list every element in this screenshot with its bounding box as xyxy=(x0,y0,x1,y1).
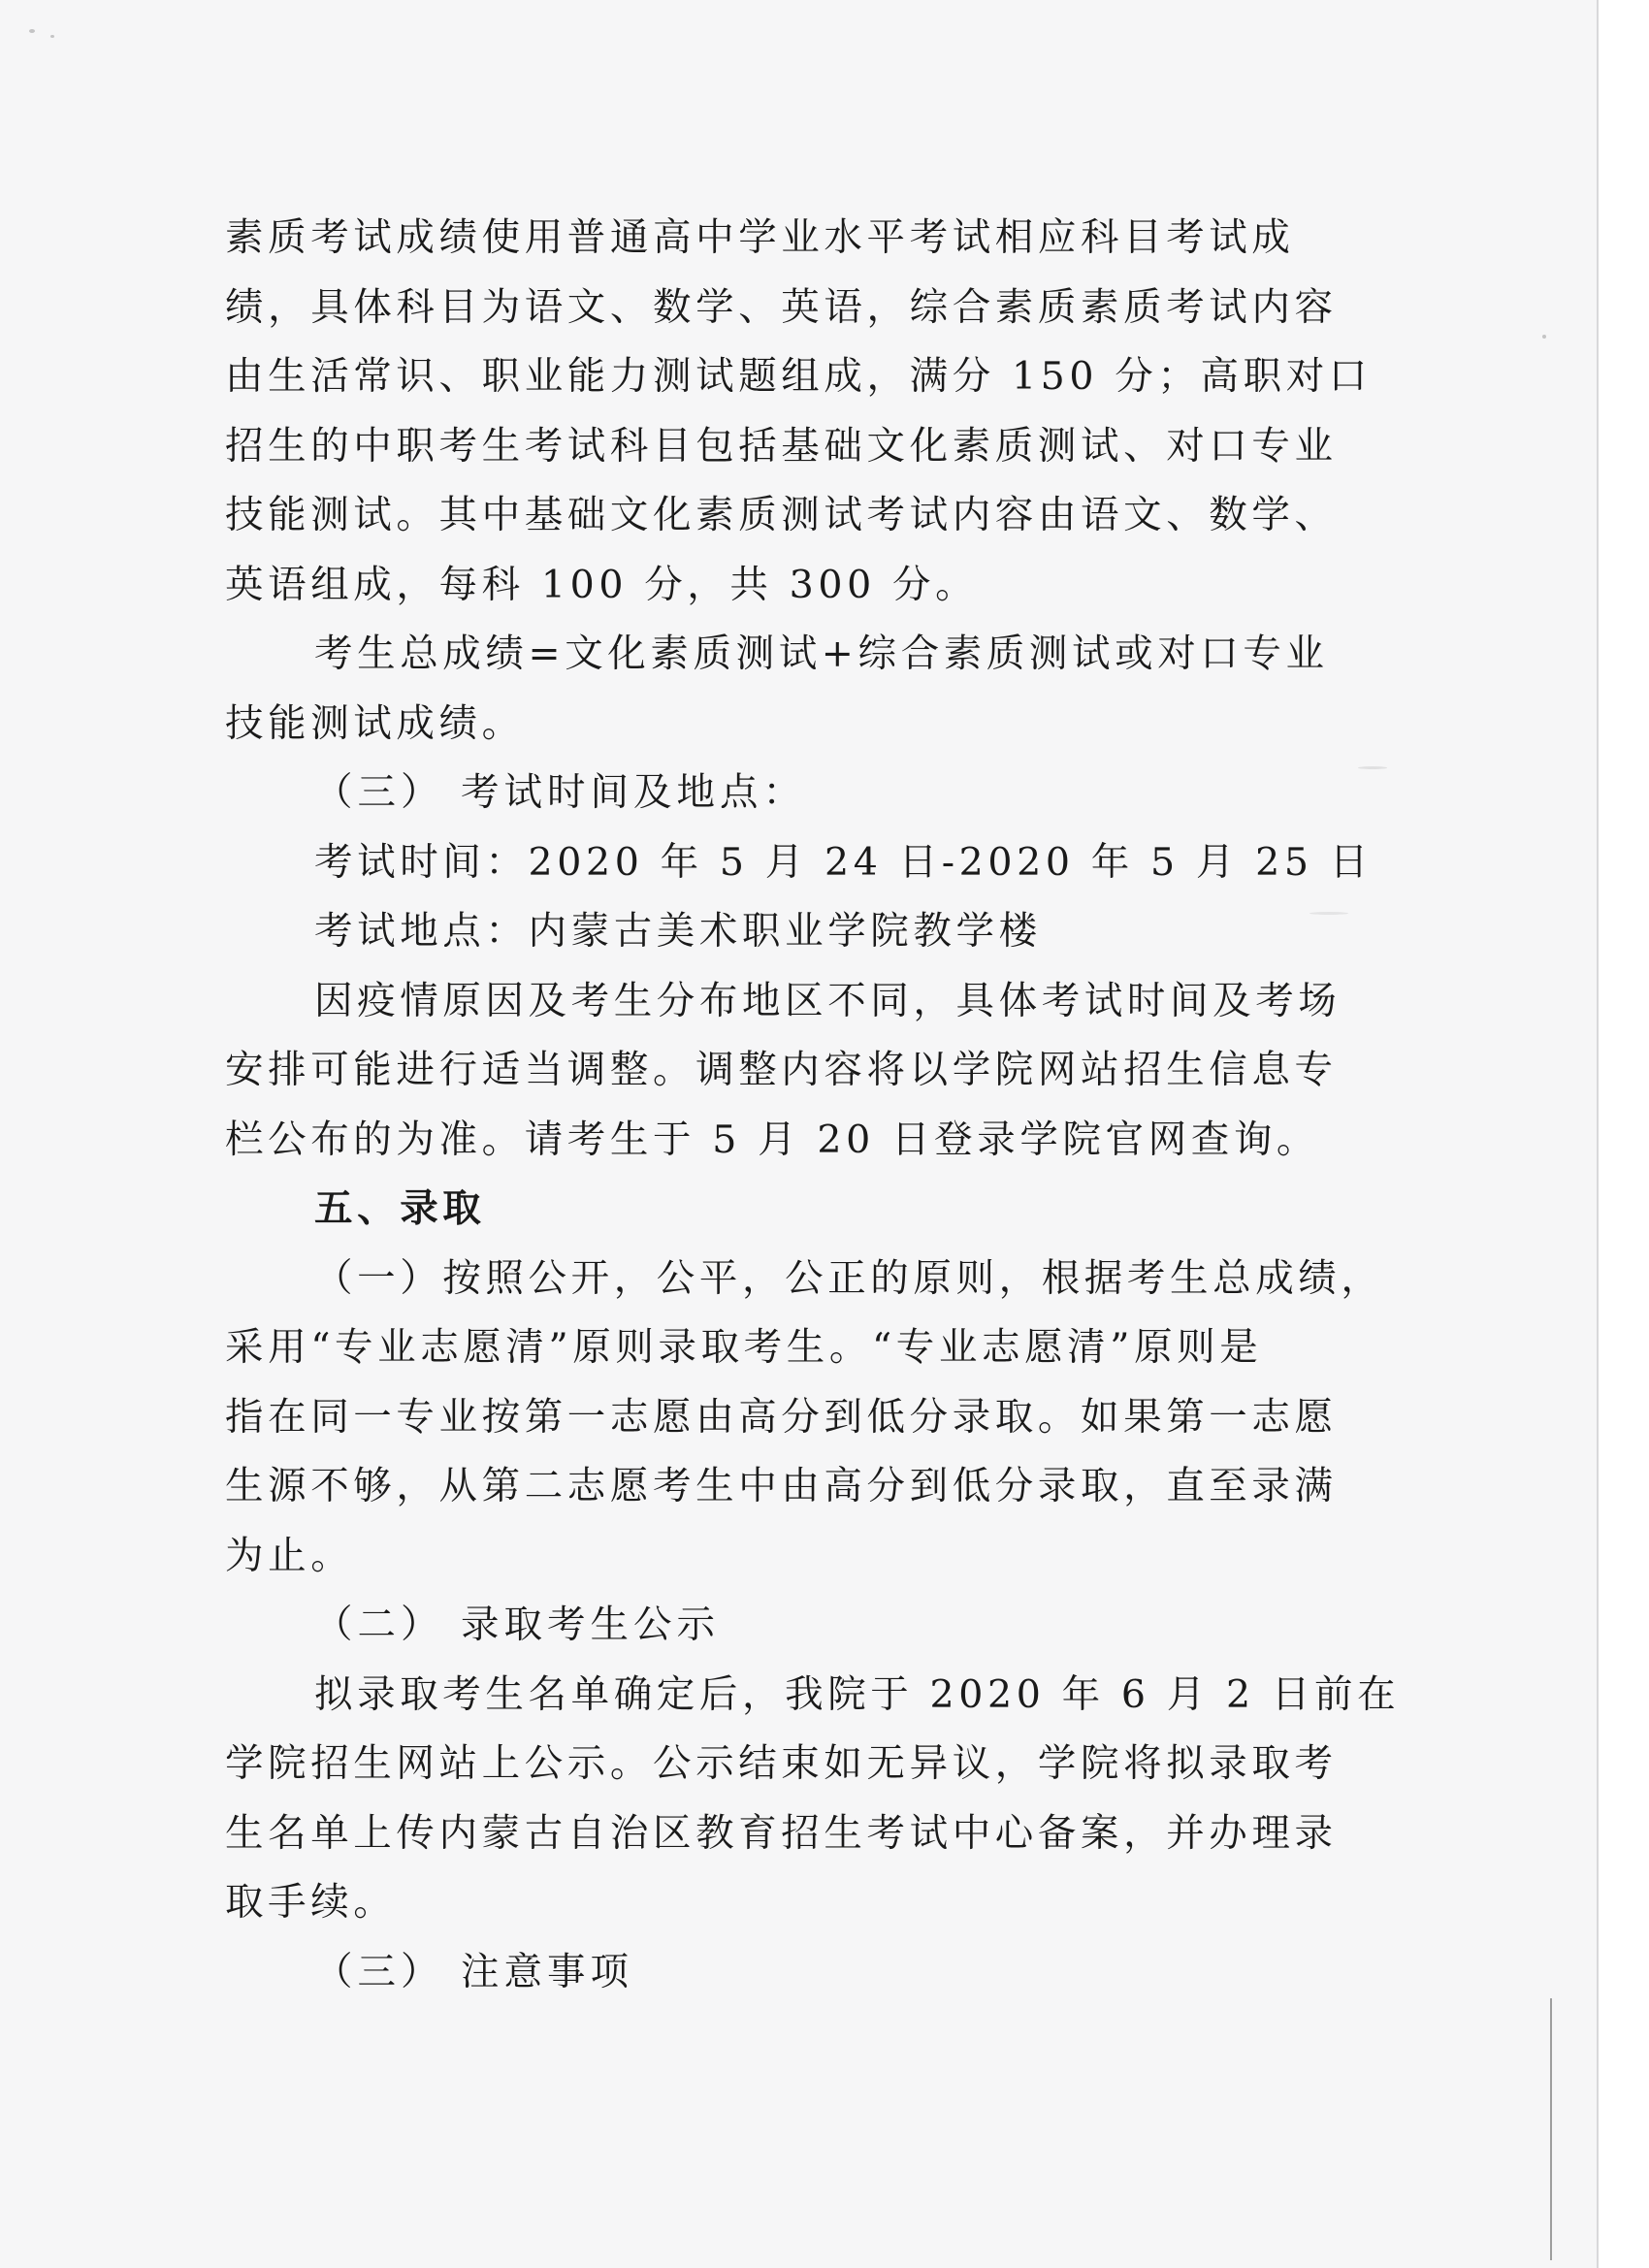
scan-speck xyxy=(1358,766,1387,769)
body-line: 栏公布的为准。请考生于 5 月 20 日登录学院官网查询。 xyxy=(225,1117,1320,1162)
paragraph-start-line: 考生总成绩=文化素质测试+综合素质测试或对口专业 xyxy=(314,632,1329,676)
body-line: 为止。 xyxy=(225,1533,354,1578)
scan-speck xyxy=(1542,335,1546,339)
body-line: 绩，具体科目为语文、数学、英语，综合素质素质考试内容 xyxy=(225,284,1338,330)
section-heading-admission: 五、录取 xyxy=(314,1186,486,1231)
section-heading-notes: （三） 注意事项 xyxy=(314,1949,634,1994)
document-body xyxy=(225,204,1401,2007)
scan-page-edge xyxy=(1597,0,1649,2268)
body-line: 由生活常识、职业能力测试题组成，满分 150 分；高职对口 xyxy=(225,354,1372,399)
section-heading-exam-time-location: （三） 考试时间及地点： xyxy=(314,770,807,815)
body-line: 素质考试成绩使用普通高中学业水平考试相应科目考试成 xyxy=(225,215,1295,260)
body-line: 技能测试。其中基础文化素质测试考试内容由语文、数学、 xyxy=(225,493,1338,537)
body-line: 生名单上传内蒙古自治区教育招生考试中心备案，并办理录 xyxy=(225,1810,1338,1856)
body-line: 安排可能进行适当调整。调整内容将以学院网站招生信息专 xyxy=(225,1048,1338,1092)
body-line: 生源不够，从第二志愿考生中由高分到低分录取，直至录满 xyxy=(225,1464,1338,1508)
exam-time-line: 考试时间：2020 年 5 月 24 日-2020 年 5 月 25 日 xyxy=(314,839,1373,885)
body-line: 英语组成，每科 100 分，共 300 分。 xyxy=(225,562,979,607)
paragraph-start-line: 拟录取考生名单确定后，我院于 2020 年 6 月 2 日前在 xyxy=(314,1671,1401,1717)
body-line: 采用“专业志愿清”原则录取考生。“专业志愿清”原则是 xyxy=(225,1325,1263,1370)
section-heading-admission-notice: （二） 录取考生公示 xyxy=(314,1603,721,1647)
scan-speck xyxy=(29,29,35,33)
body-line: 学院招生网站上公示。公示结束如无异议，学院将拟录取考 xyxy=(225,1741,1338,1786)
paragraph-start-line: 因疫情原因及考生分布地区不同，具体考试时间及考场 xyxy=(314,978,1342,1023)
exam-location-line: 考试地点：内蒙古美术职业学院教学楼 xyxy=(314,909,1042,954)
body-line: 招生的中职考生考试科目包括基础文化素质测试、对口专业 xyxy=(225,423,1338,469)
paragraph-start-line: （一）按照公开，公平，公正的原则，根据考生总成绩， xyxy=(314,1255,1384,1301)
body-line: 技能测试成绩。 xyxy=(225,700,525,746)
scan-margin-line xyxy=(1550,1998,1552,2260)
body-line: 指在同一专业按第一志愿由高分到低分录取。如果第一志愿 xyxy=(225,1394,1338,1440)
body-line: 取手续。 xyxy=(225,1880,397,1925)
scan-speck xyxy=(50,35,54,38)
